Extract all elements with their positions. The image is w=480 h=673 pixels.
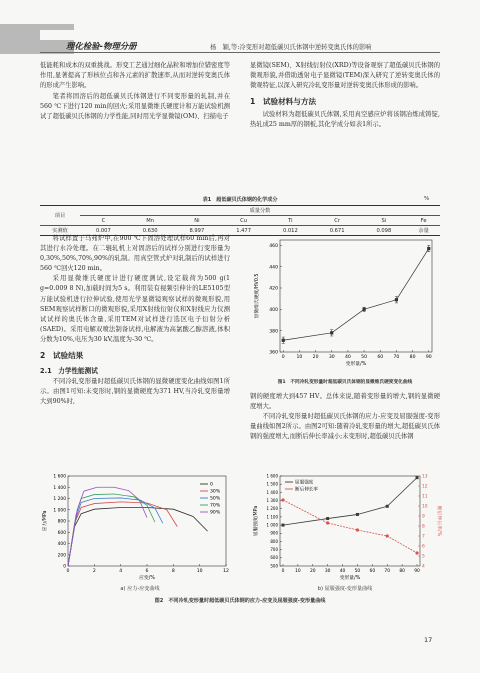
y-tick-label: 900 [270, 530, 278, 536]
table-column-header: Fe [407, 216, 440, 226]
x-tick-label: 80 [409, 355, 416, 360]
data-point [326, 521, 329, 524]
data-point [281, 524, 284, 527]
paragraph: 低能耗和成本的双重挑战。形变工艺通过细化晶粒和增加位错密度等作用,显著提高了形核位点和各元素的扩散速率,从而对逆转变奥氏体的形成产生影响。 [40, 62, 230, 90]
table-cell: 0.098 [376, 227, 392, 234]
y-tick-label: 400 [57, 542, 66, 548]
y-tick-label: 1 400 [266, 489, 278, 495]
paragraph: 将试样置于马弗炉中,在900 ℃下固溶处理试样60 min后,再对其进行水冷处理。在二辊轧机上对固溶后的试样分别进行变形量为0,30%,50%,70%,90%的轧制。用真空管式炉对轧制后的试样进行560 ℃回火120 min。 [40, 235, 230, 273]
figure-2-caption: 图2 不同冷轧变形量时超低碳贝氏体钢的应力-应变及屈服强度-变形量曲线 [154, 598, 326, 604]
y-tick-label: 600 [270, 555, 278, 561]
y-tick-label: 1 000 [53, 508, 66, 514]
x-tick-label: 2 [92, 569, 96, 574]
x-tick-label: 60 [377, 355, 384, 360]
figure-2b-chart [250, 470, 446, 582]
table-column-header: Cr [314, 216, 361, 226]
x-tick-label: 0 [281, 355, 285, 360]
table-cell: 8.997 [189, 227, 205, 234]
left-top-text [40, 61, 230, 123]
x-tick-label: 0 [281, 569, 285, 574]
y-tick-label: 1 000 [266, 522, 278, 528]
y2-tick-label: 4 [422, 564, 425, 570]
y-tick-label: 1 600 [53, 474, 66, 480]
x-tick-label: 4 [119, 569, 123, 574]
y-tick-label: 1 400 [53, 485, 66, 491]
y2-tick-label: 9 [422, 514, 425, 520]
y-axis-label: 屈服强度/MPa [254, 505, 259, 537]
data-point [362, 308, 365, 311]
x-tick-label: 80 [399, 569, 405, 574]
plot-frame [280, 240, 432, 352]
data-point [386, 505, 389, 508]
legend-label: 断后伸长率 [295, 487, 318, 493]
plot-frame [68, 476, 226, 566]
x-tick-label: 12 [223, 569, 229, 574]
x-tick-label: 40 [344, 355, 351, 360]
table-cell: 0.671 [329, 227, 345, 234]
x-tick-label: 10 [295, 569, 301, 574]
y-tick-label: 800 [57, 519, 66, 525]
table-column-header: C [80, 216, 127, 226]
table-1 [40, 205, 440, 236]
y2-tick-label: 7 [422, 534, 425, 540]
y-tick-label: 1 200 [266, 506, 278, 512]
table-column-header: Ti [267, 216, 314, 226]
data-point [356, 528, 359, 531]
header-logo-cutout [40, 30, 74, 40]
y2-axis-label: 断后伸长率/% [436, 505, 441, 537]
journal-name: 理化检验-物理分册 [66, 41, 137, 51]
data-point [326, 517, 329, 520]
running-title: 杨 颖,等:冷变形对超低碳贝氏体钢中逆转变奥氏体的影响 [210, 44, 372, 51]
x-tick-label: 20 [309, 569, 316, 574]
y-tick-label: 600 [57, 530, 66, 536]
y-tick-label: 1 300 [266, 497, 278, 503]
y-axis-label: 显微维氏硬度/HV0.5 [255, 273, 260, 319]
paragraph: 笔者将固溶后的超低碳贝氏体钢进行不同变形量的轧制,并在560 ℃下进行120 min的回火;采用显微维氏硬度计和万能试验机测试了超低碳贝氏体钢的力学性能,同时用光学显微镜(OM)、扫描电子 [40, 93, 230, 121]
figure-2a-label: a) 应力-应变曲线 [120, 586, 160, 592]
y-tick-label: 420 [269, 286, 278, 292]
y-tick-label: 700 [270, 547, 278, 553]
table-cell: 0.630 [142, 227, 158, 234]
x-tick-label: 8 [171, 569, 175, 574]
y2-tick-label: 5 [422, 554, 425, 560]
table-item-header: 项目 [40, 206, 80, 226]
x-axis-label: 变形量/% [345, 362, 367, 367]
table-column-header: Cu [220, 216, 267, 226]
y-tick-label: 1 500 [266, 481, 278, 487]
legend-label: 30% [210, 489, 221, 495]
paragraph: 不同冷轧变形量时超低碳贝氏体钢的显微硬度变化曲线如图1所示。由图1可知:未变形时,钢的显微硬度为371 HV,当冷轧变形量增大到90%时, [40, 378, 230, 406]
right-mid-text [250, 392, 440, 442]
table-column-header: Mn [127, 216, 174, 226]
y2-tick-label: 12 [422, 484, 428, 490]
figure-1-caption: 图1 不同冷轧变形量时超低碳贝氏体钢的显微维氏硬度变化曲线 [277, 380, 413, 385]
y-tick-label: 200 [57, 553, 66, 559]
section-1-title: 1 试验材料与方法 [250, 97, 317, 107]
table-cell: 0.012 [282, 227, 298, 234]
figure-1-chart [250, 234, 440, 376]
paragraph: 显微镜(SEM)、X射线衍射仪(XRD)等设备观察了超低碳贝氏体钢的微观形貌,并借助透射电子显微镜(TEM)深入研究了逆转变奥氏体的微观特征,以深入研究冷轧变形量对逆转变奥氏体形成的影响。 [250, 62, 440, 90]
table-column-header: Ni [174, 216, 221, 226]
stress-strain-line [68, 494, 155, 566]
data-point [356, 513, 359, 516]
left-mid-text [40, 234, 230, 407]
table-cell: 余量 [418, 228, 429, 234]
legend-label: 屈服强度 [295, 480, 314, 486]
right-top-text [250, 61, 440, 130]
page-number: 17 [424, 636, 433, 644]
x-tick-label: 50 [354, 569, 361, 574]
y-tick-label: 360 [269, 350, 278, 356]
figure-2b-label: b) 屈服强度-变形量曲线 [317, 586, 373, 592]
data-point [427, 247, 430, 250]
y2-tick-label: 10 [422, 504, 428, 510]
section-2-1-title: 2.1 力学性能测试 [40, 367, 98, 376]
x-axis-label: 应变/% [139, 576, 155, 581]
stress-strain-line [68, 502, 177, 566]
x-tick-label: 30 [324, 569, 331, 574]
paragraph: 采用显微维氏硬度计进行硬度测试,设定载荷为500 g(1 g=0.009 8 N),加载时间为5 s。利用装有视频引伸计的LE5105型万能试验机进行拉伸试验,使用光学显微镜观察试样的微观形貌,用SEM观察试样断口的微观形貌,采用X射线衍射仪和X射线应力仪测试试样的奥氏体含量,采用TEM对试样进行选区电子衍射分析(SAED)。采用电解双喷法制备试样,电解液为高氯酸乙醇溶液,体积分数为10%,电压为30 kV,温度为-30 ℃。 [40, 275, 230, 343]
data-point [386, 534, 389, 537]
stress-strain-line [68, 508, 208, 567]
x-tick-label: 0 [66, 569, 70, 574]
y2-tick-label: 11 [422, 494, 428, 500]
stress-strain-line [68, 487, 147, 566]
y-tick-label: 400 [269, 307, 278, 313]
paragraph: 钢的硬度增大到457 HV。总体来说,随着变形量的增大,钢的显微硬度增大。 [250, 393, 440, 411]
legend-label: 50% [210, 496, 221, 502]
x-tick-label: 6 [145, 569, 149, 574]
paragraph: 试验材料为超低碳贝氏体钢,采用真空感应炉将该钢冶炼成铸锭,热轧成25 mm厚的钢板,其化学成分如表1所示。 [250, 111, 440, 129]
section-2-title: 2 试验结果 [40, 351, 84, 361]
x-tick-label: 90 [425, 355, 432, 360]
y-tick-label: 500 [270, 563, 278, 569]
y-tick-label: 1 200 [53, 497, 66, 503]
table-cell: 1.477 [236, 227, 252, 234]
elongation-line [283, 500, 417, 553]
table-row-label: 实测值 [52, 228, 68, 234]
y-tick-label: 380 [269, 329, 278, 335]
y-tick-label: 800 [270, 538, 278, 544]
x-tick-label: 90 [414, 569, 420, 574]
x-tick-label: 50 [361, 355, 368, 360]
data-point [330, 331, 333, 334]
y-tick-label: 440 [269, 265, 278, 271]
x-tick-label: 10 [296, 355, 303, 360]
y2-tick-label: 6 [422, 544, 425, 550]
table-group-header: 质量分数 [80, 206, 440, 216]
paragraph: 不同冷轧变形量时超低碳贝氏体钢的应力-应变及屈服强度-变形量曲线如图2所示。由图2可知:随着冷轧变形量的增大,超低碳贝氏体钢的强度增大,而断后伸长率减小;未变形时,超低碳贝氏体钢 [250, 413, 440, 441]
legend-label: 90% [210, 510, 221, 516]
data-point [282, 339, 285, 342]
data-point [416, 476, 419, 479]
y-tick-label: 0 [63, 564, 66, 570]
x-tick-label: 40 [339, 569, 346, 574]
table-column-header: Si [361, 216, 408, 226]
y-axis-label: 应力/MPa [43, 510, 48, 532]
legend-label: 0 [210, 482, 213, 488]
y-tick-label: 460 [269, 243, 278, 249]
data-point [281, 498, 284, 501]
y-tick-label: 1 600 [266, 473, 278, 479]
table-cell: 0.007 [95, 227, 111, 234]
figure-2a-chart [40, 470, 240, 582]
x-tick-label: 10 [196, 569, 203, 574]
y2-tick-label: 8 [422, 524, 425, 530]
x-tick-label: 60 [369, 569, 376, 574]
data-point [395, 298, 398, 301]
table-1-caption: 表1 超低碳贝氏体钢的化学成分 [202, 197, 278, 203]
x-axis-label: 变形量/% [339, 576, 361, 581]
x-tick-label: 70 [393, 355, 400, 360]
x-tick-label: 30 [328, 355, 335, 360]
x-tick-label: 70 [384, 569, 391, 574]
data-point [415, 551, 418, 554]
table-header-row [40, 216, 440, 226]
y2-tick-label: 13 [422, 474, 428, 480]
table-1-unit: % [424, 196, 430, 202]
legend-label: 70% [210, 503, 221, 509]
y-tick-label: 1 100 [266, 514, 278, 520]
header-rule [40, 52, 440, 53]
hardness-line [283, 249, 429, 341]
x-tick-label: 20 [312, 355, 319, 360]
